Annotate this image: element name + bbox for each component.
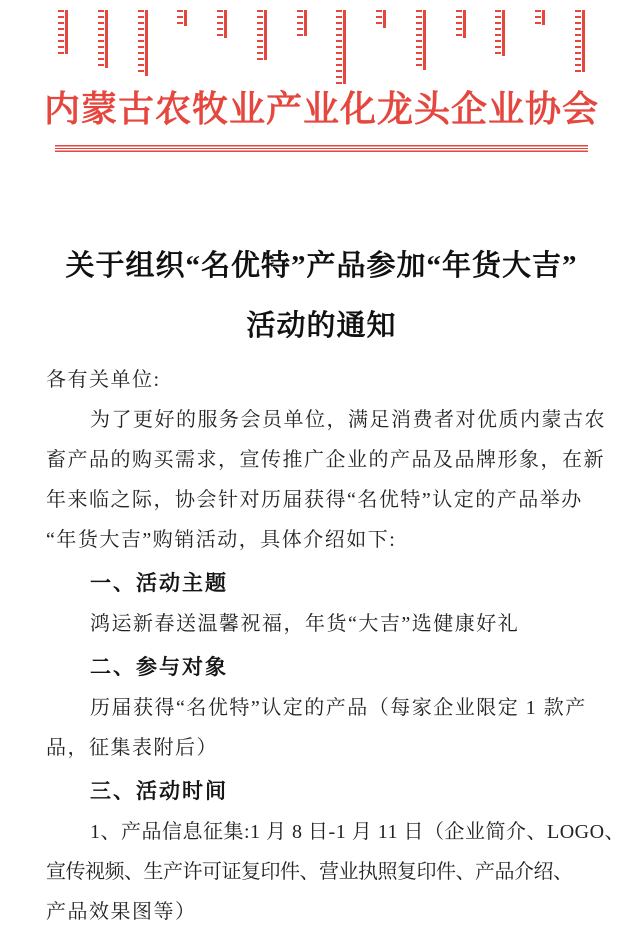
paragraph-line: 畜产品的购买需求，宣传推广企业的产品及品牌形象，在新 [46, 449, 605, 471]
paragraph-line: 鸿运新春送温馨祝福，年货“大吉”选健康好礼 [90, 613, 520, 635]
mongolian-script-glyph [98, 10, 108, 68]
letterhead-divider-rule [55, 145, 588, 152]
paragraph-line: 历届获得“名优特”认定的产品（每家企业限定 1 款产 [90, 697, 587, 719]
paragraph-line: 年来临之际，协会针对历届获得“名优特”认定的产品举办 [46, 489, 583, 511]
notice-body [46, 360, 626, 932]
section-heading-participants: 二、参与对象 [90, 656, 228, 679]
paragraph-line: 产品效果图等） [46, 901, 197, 923]
mongolian-script-glyph [177, 10, 187, 26]
mongolian-script-glyph [257, 10, 267, 60]
mongolian-script-glyph [495, 10, 505, 56]
paragraph-line: 品，征集表附后） [46, 737, 218, 759]
mongolian-script-glyph [297, 10, 307, 36]
salutation: 各有关单位: [46, 369, 161, 391]
mongolian-script-glyph [416, 10, 426, 70]
paragraph-line: “年货大吉”购销活动，具体介绍如下: [46, 529, 397, 551]
section-heading-activity-time: 三、活动时间 [90, 780, 228, 803]
letterhead [0, 0, 643, 152]
mongolian-script-glyph [456, 10, 466, 38]
mongolian-script-glyph [58, 10, 68, 54]
mongolian-script-glyph [535, 10, 545, 25]
organization-name: 内蒙古农牧业产业化龙头企业协会 [43, 89, 599, 129]
paragraph-line: 为了更好的服务会员单位，满足消费者对优质内蒙古农 [90, 409, 606, 431]
paragraph-line: 宣传视频、生产许可证复印件、营业执照复印件、产品介绍、 [46, 861, 573, 883]
mongolian-script-glyph [376, 10, 386, 28]
section-heading-activity-theme: 一、活动主题 [90, 572, 228, 595]
paragraph-line: 1、产品信息征集:1 月 8 日-1 月 11 日（企业简介、LOGO、 [90, 821, 626, 843]
mongolian-script-glyph [138, 10, 148, 76]
document-title-line-2: 活动的通知 [246, 310, 397, 342]
document-title-line-1: 关于组织“名优特”产品参加“年货大吉” [65, 250, 578, 282]
mongolian-script-header [58, 10, 585, 84]
mongolian-script-glyph [575, 10, 585, 72]
mongolian-script-glyph [217, 10, 227, 38]
document-title [0, 236, 643, 356]
mongolian-script-glyph [336, 10, 346, 84]
